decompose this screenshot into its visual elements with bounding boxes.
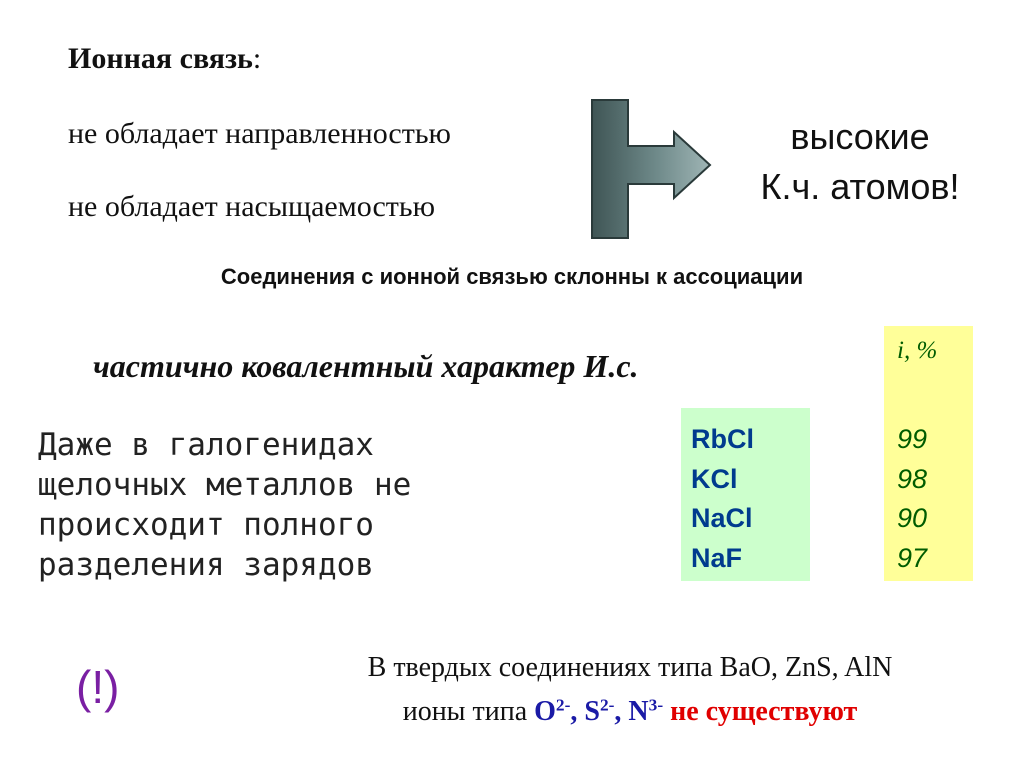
halide-note-line: Даже в галогенидах [38,427,374,463]
result-high-coordination [700,112,1020,212]
compounds-list [691,420,754,578]
ionicity-value: 98 [897,463,928,494]
result-line-1: высокие [790,116,930,157]
ion-type-prefix: ионы типа [402,696,528,727]
ionicity-value: 99 [897,424,928,454]
bracket-arrow-icon [588,96,718,244]
not-exist-label: не существуют [670,696,858,727]
halide-note-line: происходит полного [38,507,374,543]
halide-note-line: разделения зарядов [38,547,374,583]
compound-item: KCl [691,463,738,494]
compound-item: RbCl [691,424,754,454]
solid-compounds-note [260,646,1000,734]
attention-mark: (!) [76,661,120,713]
ionicity-header: i, % [897,337,938,364]
property-no-direction: не обладает направленностью [68,117,451,150]
partial-covalent-heading: частично ковалентный характер И.с. [93,348,639,384]
halide-note [38,425,458,585]
association-statement: Соединения с ионной связью склонны к ассоциации [220,264,804,289]
halide-note-line: щелочных металлов не [38,467,412,503]
property-no-saturation: не обладает насыщаемостью [68,190,436,223]
slide-title: Ионная связь: [68,42,262,75]
ion-oxygen: $O^{2-}$, [534,695,578,727]
ionicity-list [897,420,927,578]
compound-item: NaF [691,542,743,573]
result-line-2: К.ч. атомов! [760,166,960,207]
solid-note-line-2 [260,690,1000,734]
solid-note-line-1: В твердых соединениях типа BaO, ZnS, AlN [367,652,893,683]
ion-nitrogen: $N^{3-}$ [628,695,664,727]
ion-sulfur: $S^{2-}$, [584,695,622,727]
compound-item: NaCl [691,503,753,533]
ionicity-value: 97 [897,542,928,573]
ionicity-value: 90 [897,503,928,533]
